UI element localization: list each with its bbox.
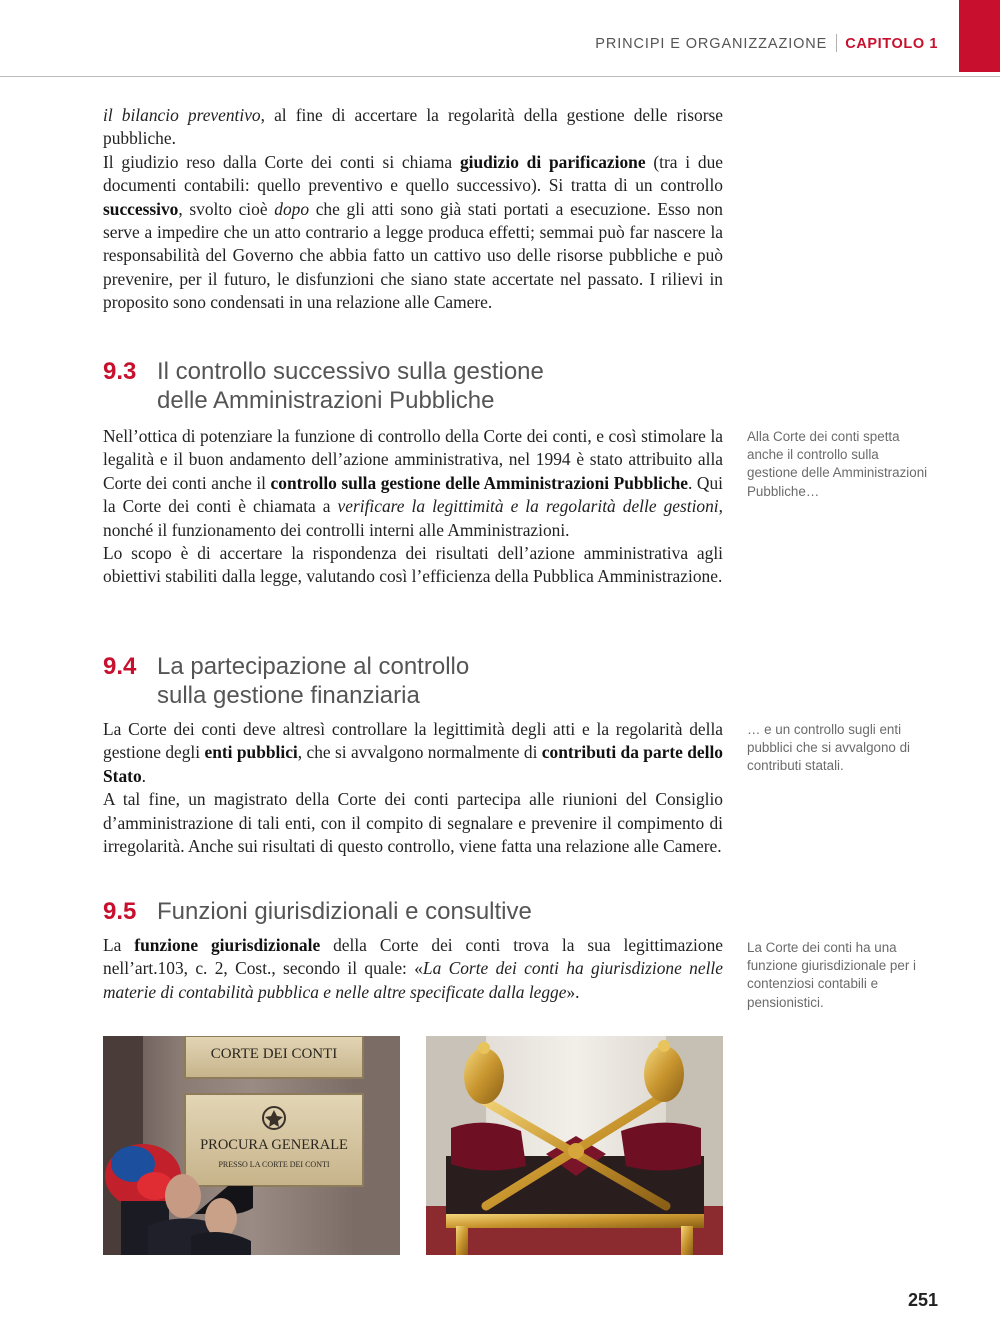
section-title-line-1: La partecipazione al controllo <box>157 653 470 680</box>
section-heading-9-4 <box>103 652 723 710</box>
section-number: 9.4 <box>103 653 137 680</box>
photo-entrance-illustration <box>103 1036 400 1255</box>
section-number: 9.3 <box>103 358 137 385</box>
sidenote-9-4: … e un controllo sugli enti pubblici che si avvalgono di contributi statali. <box>747 722 911 774</box>
running-head-section: PRINCIPI E ORGANIZZAZIONE <box>595 36 828 52</box>
s95-p1-italic-quote: La Corte dei conti ha giurisdizione nelle materie di contabilità pubblica e nelle altre specificate dalla legge <box>103 958 723 1002</box>
s94-paragraph-1 <box>103 718 723 788</box>
intro-p1-text: , al fine di accertare la regolarità della gestione delle risorse pubbliche. <box>103 105 723 149</box>
intro-p2-a: Il giudizio reso dalla Corte dei conti si chiama <box>103 151 460 172</box>
s93-paragraph-1 <box>103 425 723 542</box>
s93-paragraph-2: Lo scopo è di accertare la rispondenza dei risultati dell’azione amministrativa agli obiettivi stabiliti dalla legge, valutando così l’efficienza della Pubblica Amministrazione. <box>103 543 723 587</box>
s94-p1-bold-enti: enti pubblici <box>204 742 298 763</box>
s94-p1-c: , che si avvalgono normalmente di <box>297 742 542 763</box>
section-number: 9.5 <box>103 898 137 925</box>
intro-p2-c: (tra i due documenti contabili: quello preventivo e quello successivo). Si tratta di un controllo <box>103 151 723 196</box>
s93-p1-e: , nonché il funzionamento dei controlli interni alle Amministrazioni. <box>103 496 724 540</box>
section-title-line-1: Il controllo successivo sulla gestione <box>157 358 544 385</box>
section-title-line-2: sulla gestione finanziaria <box>157 682 420 709</box>
intro-p2-italic-dopo: dopo <box>274 198 310 219</box>
section-title-line-2: delle Amministrazioni Pubbliche <box>157 387 495 414</box>
section-title-line-1: Funzioni giurisdizionali e consultive <box>157 898 532 925</box>
section-9-5-body <box>103 934 723 1004</box>
intro-p2-bold-parificazione: giudizio di parificazione <box>459 151 646 172</box>
s93-p1-italic: verificare la legittimità e la regolarità delle gestioni <box>337 496 719 517</box>
s95-paragraph-1 <box>103 934 723 1004</box>
s95-p1-a: La <box>103 935 135 955</box>
sign-procura-generale: PROCURA GENERALE <box>200 1137 348 1153</box>
s94-p1-a: La Corte dei conti deve altresì controllare la legittimità degli atti e la regolarità della gestione degli <box>103 719 723 763</box>
s93-p1-c: . Qui la Corte dei conti è chiamata a <box>103 472 723 517</box>
photo-maces-illustration <box>426 1036 723 1255</box>
sidenote-9-3: Alla Corte dei conti spetta anche il controllo sulla gestione delle Amministrazioni Pubbliche… <box>747 429 928 499</box>
s94-paragraph-2: A tal fine, un magistrato della Corte dei conti partecipa alle riunioni del Consiglio d’amministrazione di tali enti, con il compito di segnalare e prevenire il compimento di irregolarità. Anche sui risultati di questo controllo, viene fatta una relazione alle Camere. <box>103 789 723 857</box>
header-rule <box>0 76 1000 77</box>
s94-p1-bold-contributi: contributi da parte dello Stato <box>103 742 723 786</box>
section-heading-9-3 <box>103 357 723 415</box>
sign-corte-dei-conti: CORTE DEI CONTI <box>210 1046 338 1062</box>
s93-p1-bold: controllo sulla gestione delle Amministrazioni Pubbliche <box>270 472 689 493</box>
section-9-3-body <box>103 425 723 589</box>
intro-text-block <box>103 104 723 315</box>
section-9-4-body <box>103 718 723 858</box>
section-heading-9-5 <box>103 897 723 926</box>
s95-p1-e: ». <box>566 981 580 1002</box>
s95-p1-c: della Corte dei conti trova la sua legittimazione nell’art.103, c. 2, Cost., secondo il quale: « <box>103 935 723 979</box>
intro-p2-g: che gli atti sono già stati portati a esecuzione. Esso non serve a impedire che un atto contrario a legge produca effetti; semmai può far nascere la responsabilità del Governo che abbia fatto un cattivo uso delle risorse pubbliche e può prevenire, per il futuro, le disfunzioni che siano state accertate nel passato. I rilievi in proposito sono condensati in una relazione alle Camere. <box>103 198 724 313</box>
page-header <box>0 0 1000 78</box>
intro-paragraph-2 <box>103 151 723 315</box>
photo-corte-dei-conti-entrance <box>103 1036 400 1255</box>
running-head-divider <box>836 34 837 52</box>
s95-p1-bold: funzione giurisdizionale <box>134 935 321 955</box>
running-head <box>595 34 938 52</box>
chapter-tab-marker <box>959 0 1000 72</box>
intro-p2-bold-successivo: successivo <box>103 198 179 219</box>
s93-p1-a: Nell’ottica di potenziare la funzione di controllo della Corte dei conti, e così stimolare la legalità e il buon andamento dell’azione amministrativa, nel 1994 è stato attribuito alla Corte dei conti anche il <box>103 426 723 493</box>
page-number: 251 <box>907 1290 938 1310</box>
sign-presso-corte: PRESSO LA CORTE DEI CONTI <box>218 1160 330 1169</box>
s94-p1-e: . <box>141 765 147 786</box>
intro-p2-e: , svolto cioè <box>178 198 275 219</box>
photo-ceremonial-maces <box>426 1036 723 1255</box>
intro-paragraph-1 <box>103 104 723 151</box>
intro-italic-term: il bilancio preventivo <box>103 105 261 125</box>
running-head-chapter: CAPITOLO 1 <box>845 36 938 52</box>
sidenote-9-5: La Corte dei conti ha una funzione giurisdizionale per i contenziosi contabili e pensionistici. <box>747 940 916 1010</box>
